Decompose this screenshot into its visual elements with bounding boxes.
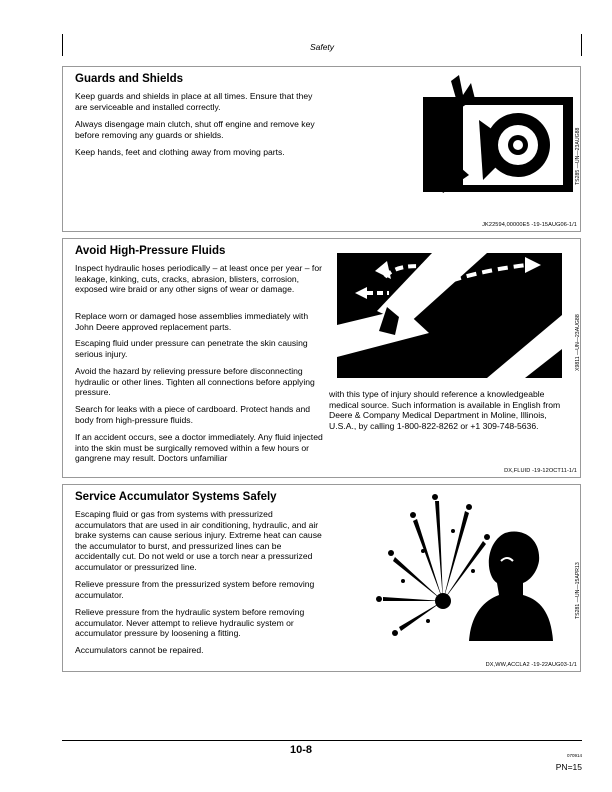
paragraph: Avoid the hazard by relieving pressure before disconnecting hydraulic or other lines. Tighten all connections before applying pressure.: [75, 366, 315, 398]
footer-code: 070914: [566, 753, 582, 758]
paragraph: Replace worn or damaged hose assemblies immediately with John Deere approved replacement parts.: [75, 311, 309, 332]
section-avoid-high-pressure-fluids: [62, 238, 581, 478]
paragraph: Search for leaks with a piece of cardboard. Protect hands and body from high-pressure fluids.: [75, 404, 311, 425]
paragraph: Escaping fluid or gas from systems with pressurized accumulators that are used in air conditioning, hydraulic, and air brake systems can cause serious injury. Extreme heat can cause the accumulator to burst, and pressurized lines can be accidentally cut. Do not weld or use a torch near a pressurized accumulator or pressurized line.: [75, 509, 322, 572]
paragraph: If an accident occurs, see a doctor immediately. Any fluid injected into the skin must be surgically removed within a few hours or gangrene may result. Doctors unfamiliar: [75, 432, 323, 464]
page-number: 10-8: [290, 744, 313, 756]
paragraph: Relieve pressure from the pressurized system before removing accumulator.: [75, 579, 315, 600]
moving-parts-hazard-icon: [423, 75, 573, 200]
image-code: X9811 —UN—23AUG88: [575, 314, 581, 371]
section-guards-and-shields: [62, 66, 581, 232]
paragraph: Relieve pressure from the hydraulic system before removing accumulator. Never attempt to relieve hydraulic system or accumulator pressure by loosening a fitting.: [75, 607, 305, 639]
paragraph-continued: with this type of injury should reference a knowledgeable medical source. Such information is available in English from Deere & Company Medical Department in Moline, Illinois, U.S.A., by calling 1-800-822-8262 or +1 309-748-5636.: [329, 389, 561, 431]
section-title: Avoid High-Pressure Fluids: [75, 245, 226, 257]
pn-label: PN=15: [555, 762, 582, 772]
paragraph: Always disengage main clutch, shut off engine and remove key before removing any guards or shields.: [75, 119, 315, 140]
reference-code: DX,WW,ACCLA2 -19-22AUG03-1/1: [485, 662, 577, 668]
paragraph: Inspect hydraulic hoses periodically – at least once per year – for leakage, kinking, cuts, cracks, abrasion, blisters, corrosion, exposed wire braid or any other signs of wear or damage.: [75, 263, 322, 295]
paragraph: Accumulators cannot be repaired.: [75, 645, 204, 655]
reference-code: DX,FLUID -19-12OCT11-1/1: [504, 468, 577, 474]
high-pressure-fluid-hazard-icon: [337, 253, 562, 378]
footer-rule: [62, 740, 582, 741]
page-header: [62, 34, 582, 56]
paragraph: Escaping fluid under pressure can penetrate the skin causing serious injury.: [75, 338, 308, 359]
header-title: Safety: [309, 42, 335, 52]
image-code: TS285 —UN—23AUG88: [575, 127, 581, 185]
image-code: TS281 —UN—15APR13: [575, 562, 581, 619]
accumulator-burst-hazard-icon: [373, 491, 553, 641]
section-service-accumulator-systems-safely: [62, 484, 581, 672]
section-title: Guards and Shields: [75, 73, 183, 85]
section-title: Service Accumulator Systems Safely: [75, 491, 277, 503]
reference-code: JK22594,00000E5 -19-15AUG06-1/1: [482, 222, 577, 228]
paragraph: Keep guards and shields in place at all times. Ensure that they are serviceable and installed correctly.: [75, 91, 313, 112]
paragraph: Keep hands, feet and clothing away from moving parts.: [75, 147, 285, 157]
